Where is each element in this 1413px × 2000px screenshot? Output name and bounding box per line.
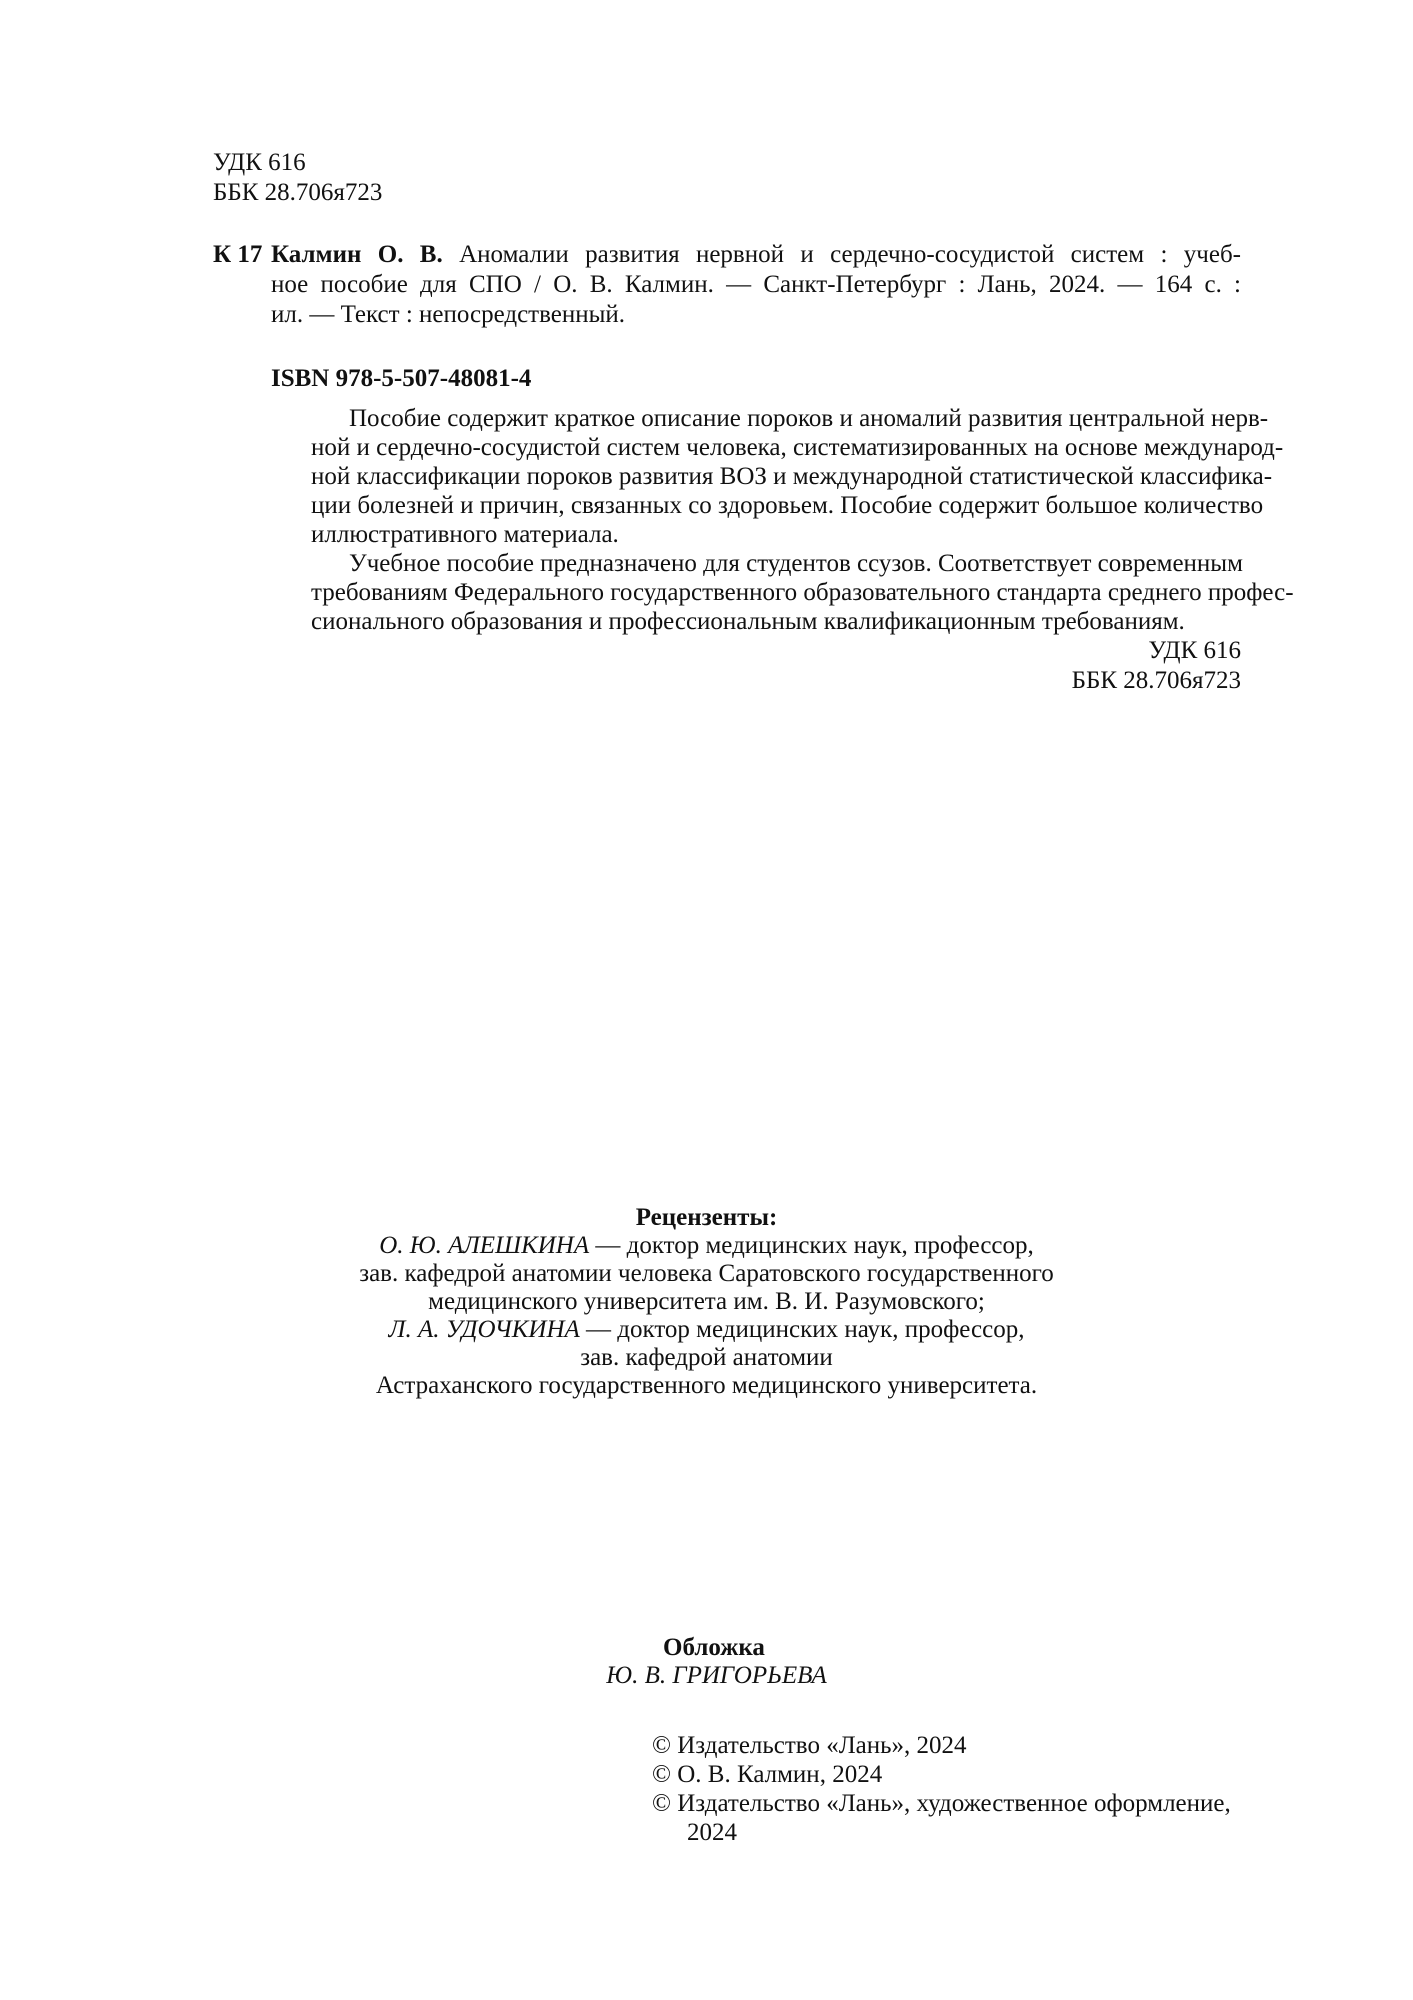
copyright-line: 2024 (687, 1819, 737, 1846)
abstract-line: ной классификации пороков развития ВОЗ и международной статистической классифика- (311, 463, 1273, 490)
abstract-line: иллюстративного материала. (311, 521, 619, 548)
abstract-line: ной и сердечно-сосудистой систем человека, систематизированных на основе международ- (311, 434, 1284, 461)
reviewer-1-line-2: зав. кафедрой анатомии человека Саратовского государственного (359, 1260, 1054, 1287)
reviewer-1-line-3: медицинского университета им. В. И. Разумовского; (428, 1288, 985, 1315)
bbk-code: ББК 28.706я723 (213, 179, 383, 206)
cover-credit (0, 1634, 1413, 1690)
author-name: Калмин О. В. (271, 241, 443, 268)
abstract-line: Пособие содержит краткое описание пороков и аномалий развития центральной нерв- (349, 405, 1269, 432)
reviewer-1-line-1 (0, 1232, 1413, 1260)
copyright-block (652, 1731, 1231, 1847)
abstract-line: Учебное пособие предназначено для студентов ссузов. Соответствует современным (349, 550, 1243, 577)
abstract-line: требованиям Федерального государственного образовательного стандарта среднего профес- (311, 579, 1294, 606)
reviewer-2-title: — доктор медицинских наук, профессор, (579, 1316, 1025, 1343)
abstract-line: ции болезней и причин, связанных со здоровьем. Пособие содержит большое количество (311, 492, 1264, 519)
bib-line-3: ил. — Текст : непосредственный. (271, 301, 626, 328)
udk-code: УДК 616 (1148, 637, 1241, 664)
classification-block-top (213, 148, 382, 208)
cover-heading: Обложка (663, 1634, 765, 1661)
classification-block-bottom (1072, 636, 1241, 696)
reviewer-2-line-1 (0, 1316, 1413, 1344)
reviewer-2-line-3: Астраханского государственного медицинского университета. (375, 1372, 1038, 1399)
abstract-line: сионального образования и профессиональным квалификационным требованиям. (311, 608, 1185, 635)
copyright-line: © Издательство «Лань», 2024 (652, 1732, 967, 1759)
isbn: ISBN 978-5-507-48081-4 (271, 365, 532, 392)
copyright-line: © Издательство «Лань», художественное оформление, (652, 1790, 1231, 1817)
copyright-line: © О. В. Калмин, 2024 (652, 1761, 883, 1788)
bib-line-2: ное пособие для СПО / О. В. Калмин. — Санкт-Петербург : Лань, 2024. — 164 с. : (271, 271, 1241, 298)
reviewers-block (0, 1204, 1413, 1400)
bib-line-1 (271, 240, 1241, 270)
cover-designer: Ю. В. ГРИГОРЬЕВА (606, 1662, 827, 1689)
reviewer-1-title: — доктор медицинских наук, профессор, (589, 1232, 1034, 1259)
reviewer-1-name: О. Ю. АЛЕШКИНА (379, 1232, 590, 1259)
abstract (311, 404, 1294, 636)
reviewer-2-name: Л. А. УДОЧКИНА (388, 1316, 580, 1343)
udk-code: УДК 616 (213, 149, 306, 176)
bbk-code: ББК 28.706я723 (1071, 667, 1241, 694)
book-title: Аномалии развития нервной и сердечно-сосудистой систем : учеб- (459, 241, 1241, 268)
reviewers-heading: Рецензенты: (635, 1204, 778, 1231)
author-mark: К 17 (213, 241, 263, 268)
reviewer-2-line-2: зав. кафедрой анатомии (580, 1344, 833, 1371)
bibliographic-record (271, 240, 1241, 330)
